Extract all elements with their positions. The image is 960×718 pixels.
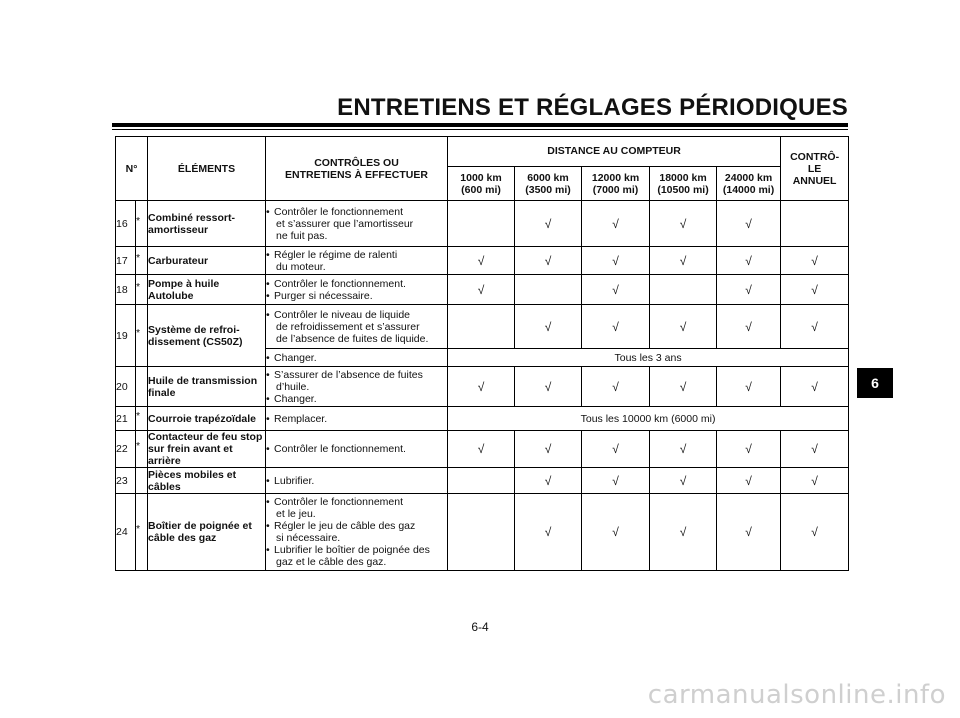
check-cell bbox=[448, 201, 515, 247]
dist-km: 18000 km bbox=[659, 171, 707, 184]
star-mark: * bbox=[136, 440, 141, 452]
star-mark: * bbox=[136, 326, 141, 339]
row-controls bbox=[266, 305, 448, 349]
check-mark: √ bbox=[745, 379, 752, 394]
control-item bbox=[266, 520, 447, 532]
bullet: • bbox=[266, 544, 270, 556]
header-dist-3 bbox=[650, 167, 717, 201]
control-item bbox=[266, 249, 447, 261]
check-mark: √ bbox=[544, 319, 552, 334]
check-mark: √ bbox=[612, 253, 619, 268]
check-cell bbox=[582, 431, 650, 468]
control-item bbox=[266, 290, 447, 302]
check-cell bbox=[582, 367, 650, 407]
check-cell bbox=[781, 468, 849, 494]
star-mark: * bbox=[136, 409, 141, 422]
check-mark: √ bbox=[745, 282, 752, 297]
control-text: Changer. bbox=[274, 351, 317, 364]
row-element: Contacteur de feu stop sur frein avant et arrière bbox=[148, 431, 266, 468]
bullet: • bbox=[266, 474, 270, 487]
check-cell bbox=[448, 367, 515, 407]
header-dist-1 bbox=[515, 167, 582, 201]
row-number: 24 bbox=[116, 494, 136, 571]
title-rule-thick bbox=[112, 123, 848, 127]
row-element: Huile de transmission finale bbox=[148, 367, 266, 407]
check-mark: √ bbox=[544, 442, 552, 456]
check-cell bbox=[717, 494, 781, 571]
check-mark: √ bbox=[811, 379, 818, 394]
bullet: • bbox=[266, 308, 270, 321]
check-cell bbox=[781, 305, 849, 349]
check-mark: √ bbox=[679, 379, 687, 394]
control-text: Contrôler le fonctionnement bbox=[274, 205, 404, 218]
row-controls bbox=[266, 247, 448, 275]
table-row bbox=[116, 431, 849, 468]
check-cell bbox=[717, 367, 781, 407]
control-text: Remplacer. bbox=[274, 412, 328, 425]
dist-mi: (14000 mi) bbox=[722, 183, 775, 196]
check-cell bbox=[515, 305, 582, 349]
check-mark: √ bbox=[544, 473, 552, 488]
check-mark: √ bbox=[745, 525, 752, 539]
control-item bbox=[266, 352, 447, 364]
row-controls bbox=[266, 407, 448, 431]
check-cell bbox=[582, 201, 650, 247]
check-cell bbox=[582, 275, 650, 305]
header-controls: CONTRÔLES OU ENTRETIENS À EFFECTUER bbox=[266, 137, 448, 201]
table-row bbox=[116, 494, 849, 571]
bullet: • bbox=[266, 412, 270, 425]
dist-mi: (600 mi) bbox=[461, 183, 501, 196]
check-cell bbox=[448, 247, 515, 275]
check-cell bbox=[448, 275, 515, 305]
check-cell bbox=[515, 367, 582, 407]
header-annual: CONTRÔ-LE ANNUEL bbox=[781, 137, 849, 201]
check-mark: √ bbox=[477, 282, 485, 297]
check-cell bbox=[717, 201, 781, 247]
page-title: ENTRETIENS ET RÉGLAGES PÉRIODIQUES bbox=[337, 94, 848, 121]
table-row bbox=[116, 305, 849, 349]
control-text: Régler le régime de ralenti bbox=[274, 248, 398, 261]
check-mark: √ bbox=[745, 319, 752, 334]
check-mark: √ bbox=[811, 442, 818, 456]
row-element: Système de refroi-dissement (CS50Z) bbox=[148, 305, 266, 367]
bullet: • bbox=[266, 289, 270, 302]
check-cell bbox=[448, 431, 515, 468]
dist-km: 12000 km bbox=[591, 171, 640, 184]
check-cell bbox=[781, 431, 849, 468]
dist-mi: (10500 mi) bbox=[657, 183, 709, 196]
check-mark: √ bbox=[477, 253, 485, 268]
header-dist-2 bbox=[582, 167, 650, 201]
control-item bbox=[266, 309, 447, 321]
table-row bbox=[116, 247, 849, 275]
row-element: Boîtier de poignée et câble des gaz bbox=[148, 494, 266, 571]
row-number: 22 bbox=[116, 431, 136, 468]
check-mark: √ bbox=[745, 473, 752, 488]
control-text: Purger si nécessaire. bbox=[274, 289, 373, 302]
interval-span: Tous les 3 ans bbox=[448, 349, 849, 367]
control-item bbox=[266, 496, 447, 508]
check-cell bbox=[448, 494, 515, 571]
check-mark: √ bbox=[679, 525, 687, 539]
check-mark: √ bbox=[811, 473, 818, 488]
control-text-cont: d’huile. bbox=[276, 380, 310, 393]
check-cell bbox=[582, 494, 650, 571]
row-controls bbox=[266, 494, 448, 571]
check-mark: √ bbox=[679, 442, 687, 456]
control-text: S’assurer de l’absence de fuites bbox=[274, 368, 423, 381]
check-mark: √ bbox=[544, 216, 552, 231]
check-cell bbox=[781, 275, 849, 305]
check-mark: √ bbox=[612, 282, 619, 297]
row-number: 19 bbox=[116, 305, 136, 367]
control-text: Changer. bbox=[274, 392, 317, 405]
check-mark: √ bbox=[811, 253, 818, 268]
check-mark: √ bbox=[811, 282, 818, 297]
control-item bbox=[266, 413, 447, 425]
row-controls bbox=[266, 468, 448, 494]
header-dist-0 bbox=[448, 167, 515, 201]
dist-km: 24000 km bbox=[724, 171, 773, 184]
check-mark: √ bbox=[477, 442, 485, 456]
star-mark: * bbox=[136, 523, 141, 535]
table-row bbox=[116, 468, 849, 494]
check-mark: √ bbox=[745, 442, 752, 456]
row-star bbox=[136, 305, 148, 367]
control-text-cont: et s’assurer que l’amortisseur bbox=[276, 217, 414, 230]
bullet: • bbox=[266, 277, 270, 290]
row-element: Pièces mobiles et câbles bbox=[148, 468, 266, 494]
table-row bbox=[116, 407, 849, 431]
row-element: Combiné ressort-amortisseur bbox=[148, 201, 266, 247]
check-cell bbox=[650, 305, 717, 349]
row-controls bbox=[266, 275, 448, 305]
control-text-cont: si nécessaire. bbox=[276, 532, 341, 544]
header-dist-4 bbox=[717, 167, 781, 201]
check-cell bbox=[717, 305, 781, 349]
maintenance-table bbox=[115, 136, 849, 571]
dist-km: 1000 km bbox=[460, 171, 502, 184]
bullet: • bbox=[266, 205, 270, 218]
control-text-cont: du moteur. bbox=[276, 260, 326, 273]
row-controls bbox=[266, 367, 448, 407]
check-cell bbox=[515, 468, 582, 494]
star-mark: * bbox=[136, 214, 141, 227]
check-mark: √ bbox=[679, 319, 687, 334]
check-cell bbox=[781, 367, 849, 407]
check-mark: √ bbox=[811, 525, 818, 539]
check-mark: √ bbox=[679, 216, 687, 231]
check-mark: √ bbox=[544, 379, 552, 394]
control-item bbox=[266, 475, 447, 487]
row-star bbox=[136, 201, 148, 247]
check-cell bbox=[781, 201, 849, 247]
star-mark: * bbox=[136, 280, 141, 293]
check-cell bbox=[717, 468, 781, 494]
row-number: 23 bbox=[116, 468, 136, 494]
check-cell bbox=[448, 305, 515, 349]
check-mark: √ bbox=[745, 253, 752, 268]
table-row bbox=[116, 367, 849, 407]
row-controls bbox=[266, 431, 448, 468]
bullet: • bbox=[266, 496, 270, 508]
bullet: • bbox=[266, 443, 270, 455]
header-distance: DISTANCE AU COMPTEUR bbox=[448, 137, 781, 167]
check-mark: √ bbox=[477, 379, 485, 394]
check-mark: √ bbox=[612, 473, 619, 488]
check-cell bbox=[515, 247, 582, 275]
row-star bbox=[136, 367, 148, 407]
check-mark: √ bbox=[612, 216, 619, 231]
control-item bbox=[266, 206, 447, 218]
check-cell bbox=[448, 468, 515, 494]
control-item bbox=[266, 443, 447, 455]
check-cell bbox=[717, 247, 781, 275]
row-star bbox=[136, 468, 148, 494]
check-mark: √ bbox=[612, 525, 619, 539]
check-cell bbox=[650, 275, 717, 305]
check-mark: √ bbox=[544, 253, 552, 268]
control-text-cont: de l’absence de fuites de liquide. bbox=[276, 332, 429, 345]
check-cell bbox=[781, 247, 849, 275]
bullet: • bbox=[266, 368, 270, 381]
bullet: • bbox=[266, 351, 270, 364]
control-text: Contrôler le fonctionnement. bbox=[274, 277, 406, 290]
row-element: Carburateur bbox=[148, 247, 266, 275]
dist-mi: (7000 mi) bbox=[592, 183, 639, 196]
row-star bbox=[136, 407, 148, 431]
row-number: 20 bbox=[116, 367, 136, 407]
control-text: Régler le jeu de câble des gaz bbox=[274, 520, 416, 532]
control-item bbox=[266, 278, 447, 290]
check-cell bbox=[650, 494, 717, 571]
row-controls bbox=[266, 201, 448, 247]
interval-span: Tous les 10000 km (6000 mi) bbox=[448, 407, 849, 431]
control-text: Contrôler le niveau de liquide bbox=[274, 308, 411, 321]
check-mark: √ bbox=[612, 442, 619, 456]
check-cell bbox=[515, 201, 582, 247]
control-text-cont: gaz et le câble des gaz. bbox=[276, 556, 387, 568]
check-cell bbox=[582, 305, 650, 349]
row-number: 18 bbox=[116, 275, 136, 305]
check-cell bbox=[650, 367, 717, 407]
check-mark: √ bbox=[745, 216, 752, 231]
control-text: Lubrifier. bbox=[274, 474, 315, 487]
check-cell bbox=[650, 468, 717, 494]
check-cell bbox=[650, 431, 717, 468]
check-cell bbox=[650, 201, 717, 247]
check-cell bbox=[515, 494, 582, 571]
control-item bbox=[266, 544, 447, 556]
control-text-cont: ne fuit pas. bbox=[276, 229, 328, 242]
check-mark: √ bbox=[811, 319, 818, 334]
row-star bbox=[136, 431, 148, 468]
row-number: 16 bbox=[116, 201, 136, 247]
row-star bbox=[136, 275, 148, 305]
check-cell bbox=[650, 247, 717, 275]
star-mark: * bbox=[136, 251, 141, 264]
control-text: Lubrifier le boîtier de poignée des bbox=[274, 544, 430, 556]
control-text-cont: et le jeu. bbox=[276, 508, 316, 520]
control-item bbox=[266, 393, 447, 405]
watermark: carmanualsonline.info bbox=[647, 680, 946, 710]
bullet: • bbox=[266, 248, 270, 261]
check-mark: √ bbox=[612, 319, 619, 334]
row-star bbox=[136, 247, 148, 275]
dist-mi: (3500 mi) bbox=[525, 183, 571, 196]
check-mark: √ bbox=[612, 379, 619, 394]
dist-km: 6000 km bbox=[527, 171, 569, 184]
check-cell bbox=[515, 275, 582, 305]
check-cell bbox=[582, 247, 650, 275]
row-number: 17 bbox=[116, 247, 136, 275]
row-star bbox=[136, 494, 148, 571]
control-text-cont: de refroidissement et s’assurer bbox=[276, 320, 420, 333]
bullet: • bbox=[266, 520, 270, 532]
control-text: Contrôler le fonctionnement bbox=[274, 496, 404, 508]
control-text: Contrôler le fonctionnement. bbox=[274, 443, 406, 455]
row-number: 21 bbox=[116, 407, 136, 431]
header-no: N° bbox=[116, 137, 148, 201]
check-cell bbox=[515, 431, 582, 468]
table-row bbox=[116, 275, 849, 305]
row-controls bbox=[266, 349, 448, 367]
control-item bbox=[266, 369, 447, 381]
check-cell bbox=[717, 431, 781, 468]
table-row bbox=[116, 201, 849, 247]
check-cell bbox=[781, 494, 849, 571]
check-mark: √ bbox=[544, 525, 552, 539]
check-mark: √ bbox=[679, 473, 687, 488]
title-rule-thin bbox=[112, 129, 848, 130]
check-cell bbox=[717, 275, 781, 305]
row-element: Courroie trapézoïdale bbox=[148, 407, 266, 431]
row-element: Pompe à huile Autolube bbox=[148, 275, 266, 305]
bullet: • bbox=[266, 392, 270, 405]
page-number: 6-4 bbox=[471, 620, 489, 634]
header-elements: ÉLÉMENTS bbox=[148, 137, 266, 201]
check-cell bbox=[582, 468, 650, 494]
check-mark: √ bbox=[679, 253, 687, 268]
chapter-tab[interactable]: 6 bbox=[857, 368, 893, 398]
